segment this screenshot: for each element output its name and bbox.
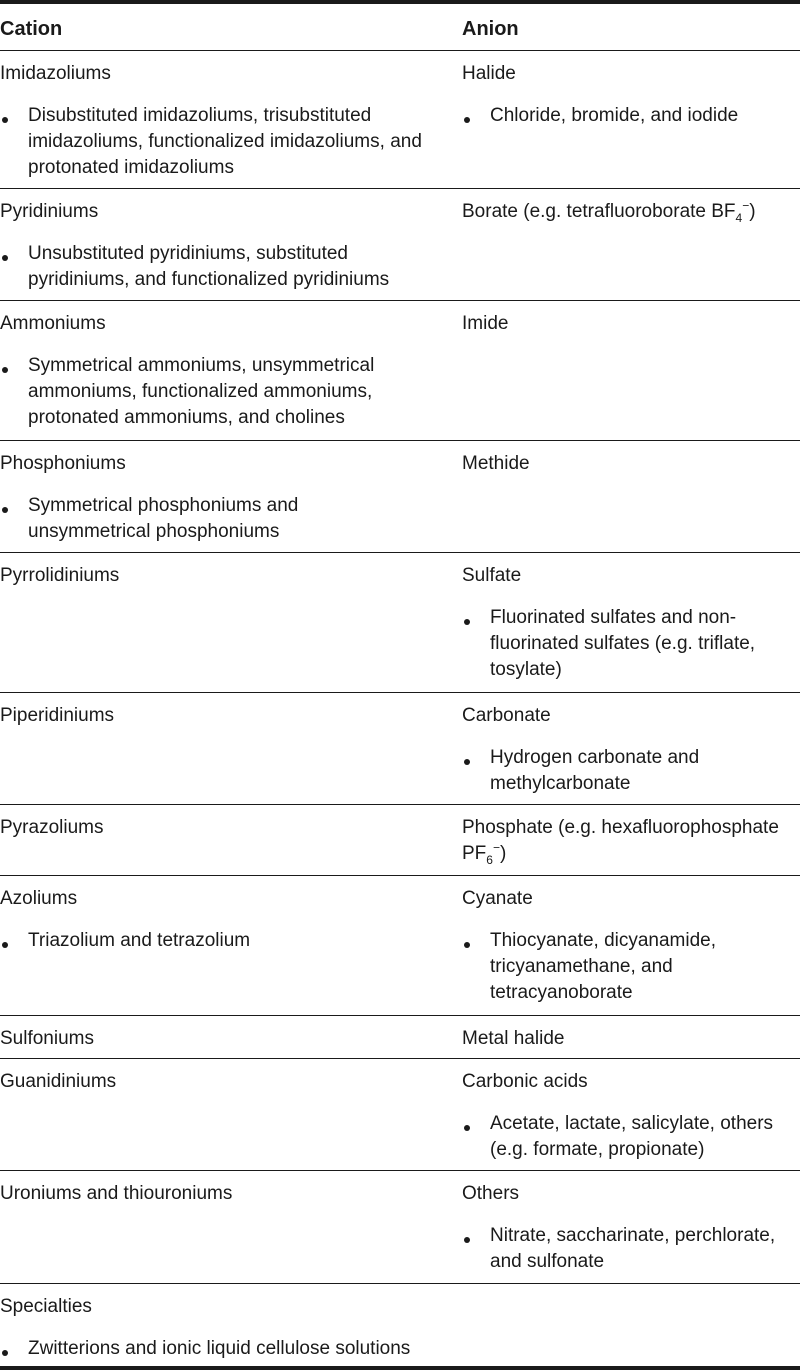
table-row [0, 189, 800, 301]
cation-name: Azoliums [0, 888, 78, 909]
cation-cell [0, 693, 440, 729]
cation-name: Pyrazoliums [0, 817, 104, 838]
cation-name: Pyridiniums [0, 201, 99, 222]
cation-name: Guanidiniums [0, 1071, 117, 1092]
cation-cell [0, 876, 440, 954]
cation-detail: Triazolium and tetrazolium [0, 928, 440, 954]
table-row [0, 1284, 800, 1364]
cation-name: Pyrrolidiniums [0, 565, 120, 586]
anion-name: Imide [462, 313, 509, 334]
anion-cell [462, 876, 792, 1006]
table-row [0, 301, 800, 441]
cation-cell [0, 1016, 440, 1052]
cation-name: Sulfoniums [0, 1028, 94, 1049]
cation-cell [0, 301, 440, 431]
table-row [0, 1171, 800, 1284]
anion-name: Halide [462, 63, 516, 84]
anion-cell [462, 441, 792, 477]
anion-name: Phosphate (e.g. hexafluorophosphate $PF_6^-$) [462, 817, 779, 867]
anion-cell [462, 693, 792, 797]
cation-cell [0, 805, 440, 841]
cation-cell [0, 51, 440, 181]
anion-name: Metal halide [462, 1028, 565, 1049]
anion-detail: Fluorinated sulfates and non-fluorinated sulfates (e.g. triflate, tosylate) [462, 605, 792, 683]
anion-cell [462, 805, 792, 867]
cation-name: Piperidiniums [0, 705, 115, 726]
anion-cell [462, 1016, 792, 1052]
cation-name: Imidazoliums [0, 63, 111, 84]
cation-cell [0, 1059, 440, 1095]
anion-cell [462, 1171, 792, 1275]
anion-detail: Thiocyanate, dicyanamide, tricyanamethane, and tetracyanoborate [462, 928, 792, 1006]
anion-cell [462, 301, 792, 337]
anion-name: Carbonic acids [462, 1071, 588, 1092]
anion-cell [462, 1059, 792, 1163]
cation-cell [0, 441, 440, 545]
anion-header: Anion [462, 18, 519, 40]
table-row [0, 693, 800, 805]
cation-cell [0, 1171, 440, 1207]
table-row [0, 441, 800, 553]
anion-name: Sulfate [462, 565, 522, 586]
cation-name: Phosphoniums [0, 453, 126, 474]
anion-detail: Chloride, bromide, and iodide [462, 103, 792, 129]
cation-detail: Symmetrical ammoniums, unsymmetrical ammoniums, functionalized ammoniums, protonated ammoniums, and cholines [0, 353, 440, 431]
table-row [0, 51, 800, 189]
cation-name: Ammoniums [0, 313, 106, 334]
anion-name: Methide [462, 453, 530, 474]
anion-cell [462, 189, 792, 225]
bottom-rule [0, 1366, 800, 1370]
cation-cell [0, 189, 440, 293]
anion-cell [462, 51, 792, 129]
anion-detail: Hydrogen carbonate and methylcarbonate [462, 745, 792, 797]
cation-cell [0, 553, 440, 589]
cation-name: Uroniums and thiouroniums [0, 1183, 233, 1204]
anion-detail: Acetate, lactate, salicylate, others (e.g. formate, propionate) [462, 1111, 792, 1163]
anion-name: Others [462, 1183, 520, 1204]
anion-name: Carbonate [462, 705, 551, 726]
anion-detail: Nitrate, saccharinate, perchlorate, and sulfonate [462, 1223, 792, 1275]
cation-detail: Zwitterions and ionic liquid cellulose solutions [0, 1336, 600, 1362]
table-header [0, 4, 800, 50]
anion-name: Borate (e.g. tetrafluoroborate $BF_4^-$) [462, 198, 756, 225]
cation-detail: Symmetrical phosphoniums and unsymmetrical phosphoniums [0, 493, 440, 545]
cation-header: Cation [0, 18, 63, 40]
table-row [0, 553, 800, 693]
cation-detail: Unsubstituted pyridiniums, substituted pyridiniums, and functionalized pyridiniums [0, 241, 440, 293]
cation-name: Specialties [0, 1296, 92, 1317]
table-row [0, 1059, 800, 1171]
table-row [0, 805, 800, 876]
cation-detail: Disubstituted imidazoliums, trisubstituted imidazoliums, functionalized imidazoliums, and protonated imidazoliums [0, 103, 440, 181]
table-row [0, 1016, 800, 1059]
anion-name: Cyanate [462, 888, 533, 909]
table-row [0, 876, 800, 1016]
cation-cell [0, 1284, 600, 1362]
anion-cell [462, 553, 792, 683]
